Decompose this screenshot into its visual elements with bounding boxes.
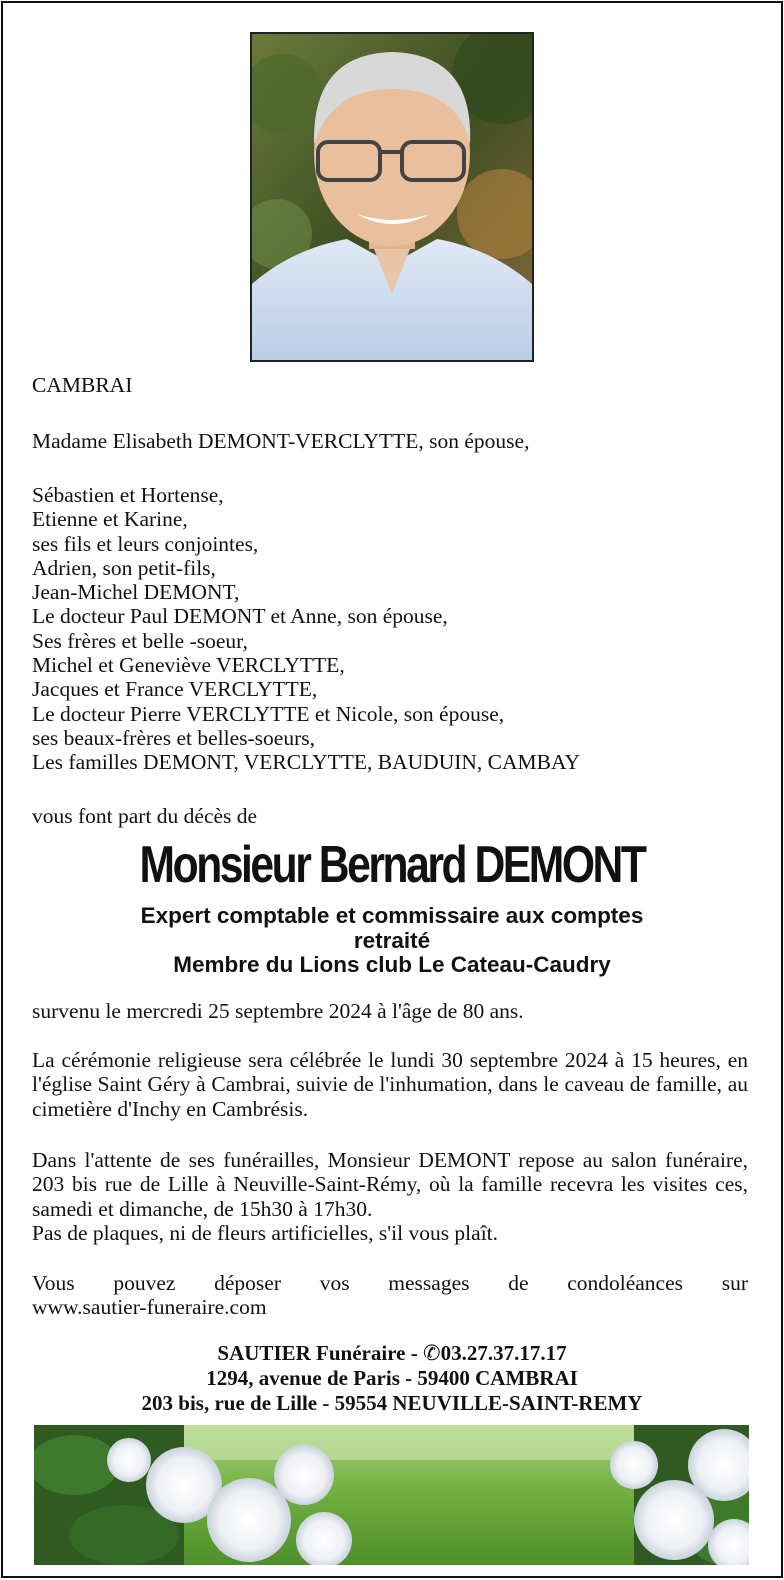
condolences-word: déposer bbox=[214, 1271, 281, 1295]
condolences-word: messages bbox=[388, 1271, 470, 1295]
relative-line: Le docteur Pierre VERCLYTTE et Nicole, son épouse, bbox=[32, 701, 505, 726]
relative-line: ses beaux-frères et belles-soeurs, bbox=[32, 725, 315, 750]
relative-line: Etienne et Karine, bbox=[32, 507, 188, 532]
funeral-home-name-line bbox=[3, 1341, 781, 1366]
relative-line: Adrien, son petit-fils, bbox=[32, 555, 216, 580]
condolences-website-link[interactable]: www.sautier-funeraire.com bbox=[32, 1295, 267, 1320]
condolences-word: vos bbox=[319, 1271, 350, 1295]
city-heading bbox=[32, 373, 748, 397]
funeral-home-name: SAUTIER Funéraire - bbox=[217, 1341, 423, 1365]
death-notice-text: survenu le mercredi 25 septembre 2024 à l'âge de 80 ans. bbox=[32, 999, 524, 1023]
condolences-word: condoléances bbox=[567, 1271, 683, 1295]
condolences-word: de bbox=[508, 1271, 529, 1295]
condolences-word: sur bbox=[721, 1271, 748, 1295]
condolences-word: pouvez bbox=[113, 1271, 176, 1295]
announcement bbox=[32, 804, 748, 828]
title-line: Membre du Lions club Le Cateau-Caudry bbox=[173, 952, 611, 977]
funeral-home-address-2: 203 bis, rue de Lille - 59554 NEUVILLE-SAINT-REMY bbox=[141, 1391, 643, 1415]
floral-banner-image bbox=[34, 1425, 749, 1565]
spouse-text: Madame Elisabeth DEMONT-VERCLYTTE, son épouse, bbox=[32, 429, 530, 453]
death-notice bbox=[32, 999, 748, 1023]
title-line: Expert comptable et commissaire aux comptes bbox=[140, 903, 644, 928]
portrait-photo bbox=[250, 32, 534, 362]
funeral-home-phone[interactable]: 03.27.37.17.17 bbox=[440, 1341, 567, 1365]
condolences-paragraph bbox=[32, 1271, 748, 1320]
telephone-icon: ✆ bbox=[422, 1341, 441, 1365]
funeral-home-block bbox=[3, 1341, 781, 1416]
relatives-list bbox=[32, 483, 748, 775]
relative-line: Ses frères et belle -soeur, bbox=[32, 628, 248, 653]
ceremony-paragraph bbox=[32, 1048, 748, 1121]
condolences-text-line bbox=[32, 1271, 748, 1295]
ceremony-text: La cérémonie religieuse sera célébrée le lundi 30 septembre 2024 à 15 heures, en l'église Saint Géry à Cambrai, suivie de l'inhumation, dans le caveau de famille, au cimetière d'Inchy en Cambrésis. bbox=[32, 1048, 748, 1121]
visitation-text: Dans l'attente de ses funérailles, Monsieur DEMONT repose au salon funéraire, 203 bis rue de Lille à Neuville-Saint-Rémy, où la famille recevra les visites ces, samedi et dimanche, de 15h30 à 17h30. bbox=[32, 1148, 748, 1221]
relative-line: ses fils et leurs conjointes, bbox=[32, 531, 259, 556]
relative-line: Les familles DEMONT, VERCLYTTE, BAUDUIN, CAMBAY bbox=[32, 750, 581, 775]
spouse-line bbox=[32, 429, 748, 453]
relative-line: Michel et Geneviève VERCLYTTE, bbox=[32, 653, 345, 678]
announcement-text: vous font part du décès de bbox=[32, 804, 258, 828]
relative-line: Jacques et France VERCLYTTE, bbox=[32, 677, 318, 702]
title-line: retraité bbox=[353, 927, 431, 953]
relative-line: Le docteur Paul DEMONT et Anne, son épouse, bbox=[32, 604, 448, 629]
visitation-paragraph bbox=[32, 1148, 748, 1245]
funeral-home-address-1: 1294, avenue de Paris - 59400 CAMBRAI bbox=[206, 1366, 578, 1390]
deceased-titles bbox=[3, 904, 781, 978]
condolences-word: Vous bbox=[32, 1271, 75, 1295]
relative-line: Jean-Michel DEMONT, bbox=[32, 580, 240, 605]
deceased-name: Monsieur Bernard DEMONT bbox=[139, 836, 645, 894]
city-text: CAMBRAI bbox=[32, 373, 133, 397]
visitation-note: Pas de plaques, ni de fleurs artificielles, s'il vous plaît. bbox=[32, 1220, 499, 1245]
obituary-notice bbox=[1, 1, 783, 1578]
relative-line: Sébastien et Hortense, bbox=[32, 483, 224, 507]
